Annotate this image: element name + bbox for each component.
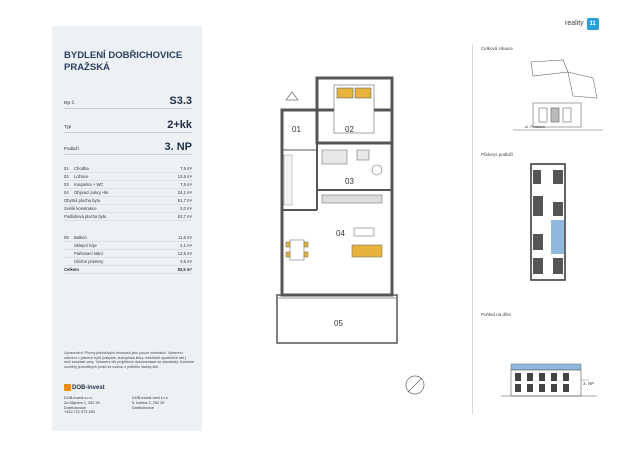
bathroom-fixtures-icon <box>322 150 382 175</box>
compass-icon <box>402 372 428 398</box>
floor-plan <box>262 70 412 350</box>
street-label: ul. Pražská <box>525 124 545 129</box>
unit-floor-row: Podlaží 3. NP <box>64 138 192 155</box>
extras-list <box>64 234 192 274</box>
developer-logo-icon <box>64 384 71 391</box>
disclaimer-note: Upozornění: Plochy jednotlivých místností jsou pouze orientační. Vybavení zařízení v plánech bytů (nábytek, kuchyňská linka, elektrické spotřebiče atd.) není součástí ceny. Vybavení dle projektové dokumentace se standardy. Konečné rozměry jednotlivých prvků se mohou v průběhu stavby lišit. <box>64 351 194 369</box>
elevation-floor-label: 3. NP <box>583 381 595 386</box>
floor-plan-label: Půdorys podlaží <box>481 152 514 157</box>
room-label-03: 03 <box>345 177 354 186</box>
entrance-arrow-icon <box>286 92 298 100</box>
developer-logo: DOB-invest <box>64 384 105 391</box>
room-row: 03 Koupelna + WC 7,5 m² <box>64 182 192 187</box>
room-label-01: 01 <box>292 125 301 134</box>
developer-address-1: DOB-invest s.r.o. Za Mlýnem 1, 252 29 Dobřichovice +420 721 973 189 <box>64 396 100 415</box>
extra-row: Parkovací stání 12,5 m² <box>64 250 192 258</box>
total-row: Podlahová plocha bytu 53,7 m² <box>64 214 192 219</box>
reality-logo-icon: 11 <box>587 18 599 30</box>
total-row: Svislé konstrukce 2,0 m² <box>64 206 192 211</box>
reality-logo: reality 11 <box>565 18 599 30</box>
room-label-04: 04 <box>336 229 345 238</box>
room-row: 01 Chodba 7,5 m² <box>64 166 192 171</box>
room-label-05: 05 <box>334 319 343 328</box>
info-panel <box>52 26 202 431</box>
dining-table-icon <box>286 240 308 260</box>
unit-type-row: Typ 2+kk <box>64 116 192 133</box>
extra-row: 05 Balkón 11,6 m² <box>64 235 192 240</box>
floor-overview <box>529 162 567 282</box>
elevation-label: Pohled na dům <box>481 312 512 317</box>
kitchen-icon <box>322 195 382 203</box>
context-panel <box>472 44 607 414</box>
room-row: 02 Ložnice 12,6 m² <box>64 174 192 179</box>
sofa-icon <box>352 228 382 257</box>
wardrobe-icon <box>284 155 292 205</box>
developer-address-2: DOB-invest nest s.r.o. 5. května 3, 252 29 Dobřichovice <box>132 396 169 410</box>
extra-row: Sklepní kóje 2,1 m² <box>64 242 192 250</box>
project-title: BYDLENÍ DOBŘICHOVICE PRAŽSKÁ <box>64 50 183 73</box>
bed-icon <box>334 85 374 133</box>
room-row: 04 Obývací pokoj +kk 24,1 m² <box>64 190 192 195</box>
situation-label: Celková situace <box>481 46 513 51</box>
room-list <box>64 165 192 221</box>
total-row: Obytná plocha bytu 51,7 m² <box>64 198 192 203</box>
extra-row: Účelné prostory 3,6 m² <box>64 258 192 266</box>
grand-total-row: Celkem 83,5 m² <box>64 267 192 272</box>
room-label-02: 02 <box>345 125 354 134</box>
unit-number-row: Byt č. S3.3 <box>64 92 192 109</box>
